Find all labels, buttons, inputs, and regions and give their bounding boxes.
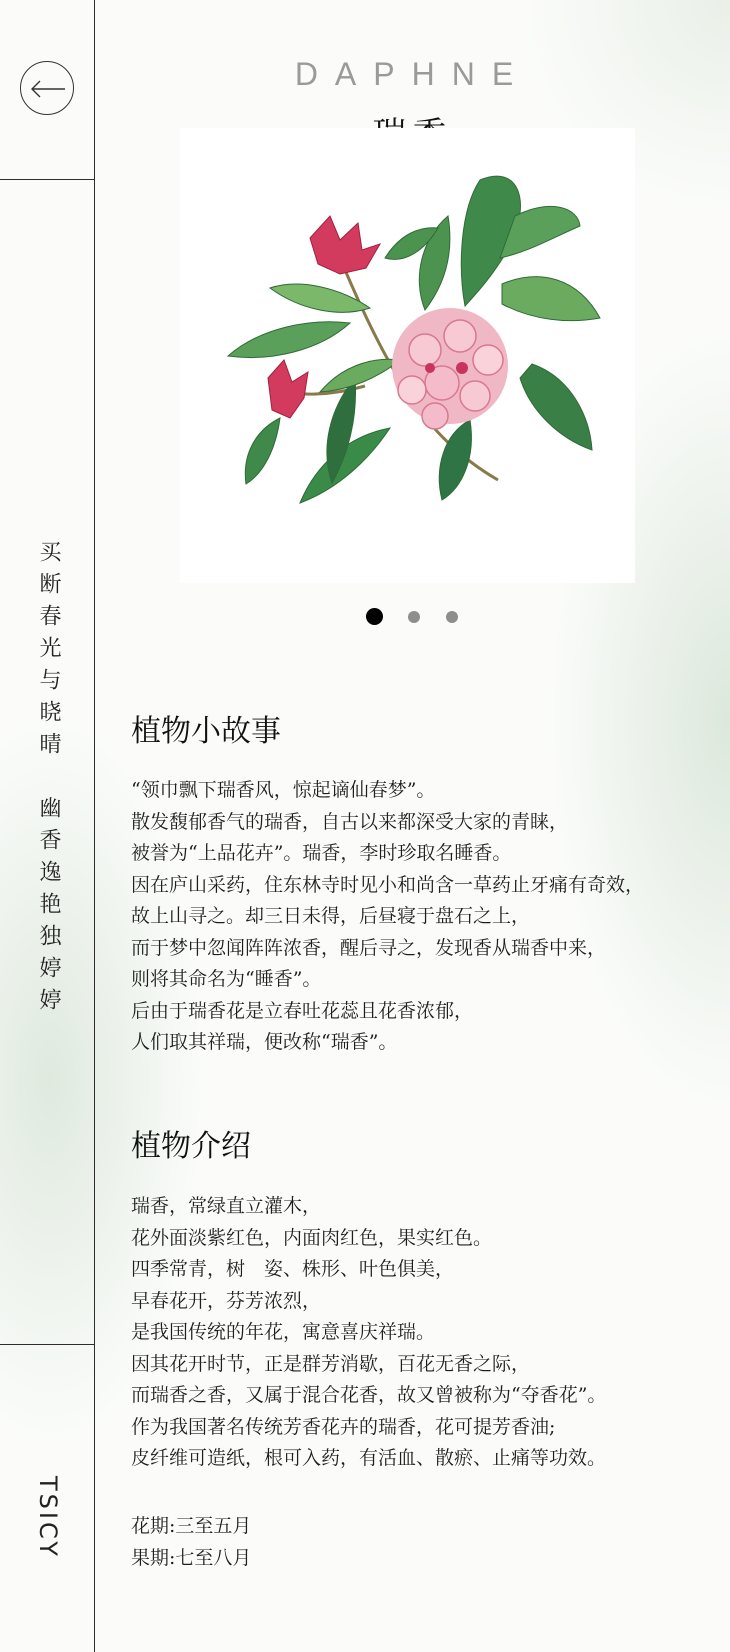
story-line: 人们取其祥瑞，便改称“瑞香”。 xyxy=(131,1031,398,1053)
back-button[interactable] xyxy=(20,61,74,115)
story-line: 则将其命名为“睡香”。 xyxy=(131,968,322,990)
sidebar-top-divider xyxy=(0,179,94,180)
leaf xyxy=(439,420,471,500)
latin-name: DAPHNE xyxy=(294,56,531,92)
intro-line: 花外面淡紫红色，内面肉红色，果实红色。 xyxy=(131,1226,493,1249)
story-line: “领巾飘下瑞香风，惊起谪仙春梦”。 xyxy=(131,779,436,801)
leaf xyxy=(520,364,592,450)
leaf xyxy=(228,322,350,358)
intro-line: 四季常青，树 姿、株形、叶色俱美， xyxy=(131,1258,455,1280)
intro-line: 因其花开时节，正是群芳消歇，百花无香之际， xyxy=(131,1352,531,1375)
flowering-period: 花期:三至五月 xyxy=(131,1515,252,1537)
carousel-dot[interactable] xyxy=(446,611,458,623)
leaf xyxy=(270,284,370,312)
sidebar-divider xyxy=(94,0,95,1652)
arrow-left-icon xyxy=(21,62,75,116)
intro-line: 瑞香，常绿直立灌木， xyxy=(131,1195,322,1217)
intro-line: 是我国传统的年花，寓意喜庆祥瑞。 xyxy=(131,1321,436,1343)
season-info xyxy=(131,1511,721,1574)
intro-line: 皮纤维可造纸，根可入药，有活血、散瘀、止痛等功效。 xyxy=(131,1447,607,1469)
story-title: 植物小故事 xyxy=(131,714,281,749)
story-line: 被誉为“上品花卉”。瑞香，李时珍取名睡香。 xyxy=(131,842,512,864)
daphne-illustration xyxy=(180,128,635,583)
intro-title: 植物介绍 xyxy=(131,1129,251,1164)
intro-text xyxy=(131,1191,721,1475)
story-text xyxy=(131,775,721,1059)
leaf xyxy=(245,418,280,484)
story-line: 后由于瑞香花是立春吐花蕊且花香浓郁， xyxy=(131,999,474,1022)
sidebar-poem: 买断春光与晓晴 幽香逸艳独婷婷 xyxy=(36,540,61,1020)
brand-logo: TSICY xyxy=(34,1476,62,1559)
intro-line: 而瑞香之香，又属于混合花香，故又曾被称为“夺香花”。 xyxy=(131,1384,607,1406)
story-line: 而于梦中忽闻阵阵浓香，醒后寻之，发现香从瑞香中来， xyxy=(131,936,607,959)
story-line: 故上山寻之。却三日未得，后昼寝于盘石之上， xyxy=(131,905,531,927)
story-line: 因在庐山采药，住东林寺时见小和尚含一草药止牙痛有奇效， xyxy=(131,873,645,896)
carousel-dot[interactable] xyxy=(408,611,420,623)
carousel-indicator xyxy=(0,608,730,628)
intro-line: 作为我国著名传统芳香花卉的瑞香，花可提芳香油; xyxy=(131,1415,556,1438)
fruiting-period: 果期:七至八月 xyxy=(131,1546,252,1569)
leaf xyxy=(502,277,600,321)
story-line: 散发馥郁香气的瑞香，自古以来都深受大家的青睐， xyxy=(131,810,569,833)
carousel-dot-active[interactable] xyxy=(366,608,383,625)
intro-line: 早春花开，芬芳浓烈， xyxy=(131,1289,322,1312)
sidebar-bottom-divider xyxy=(0,1344,94,1345)
